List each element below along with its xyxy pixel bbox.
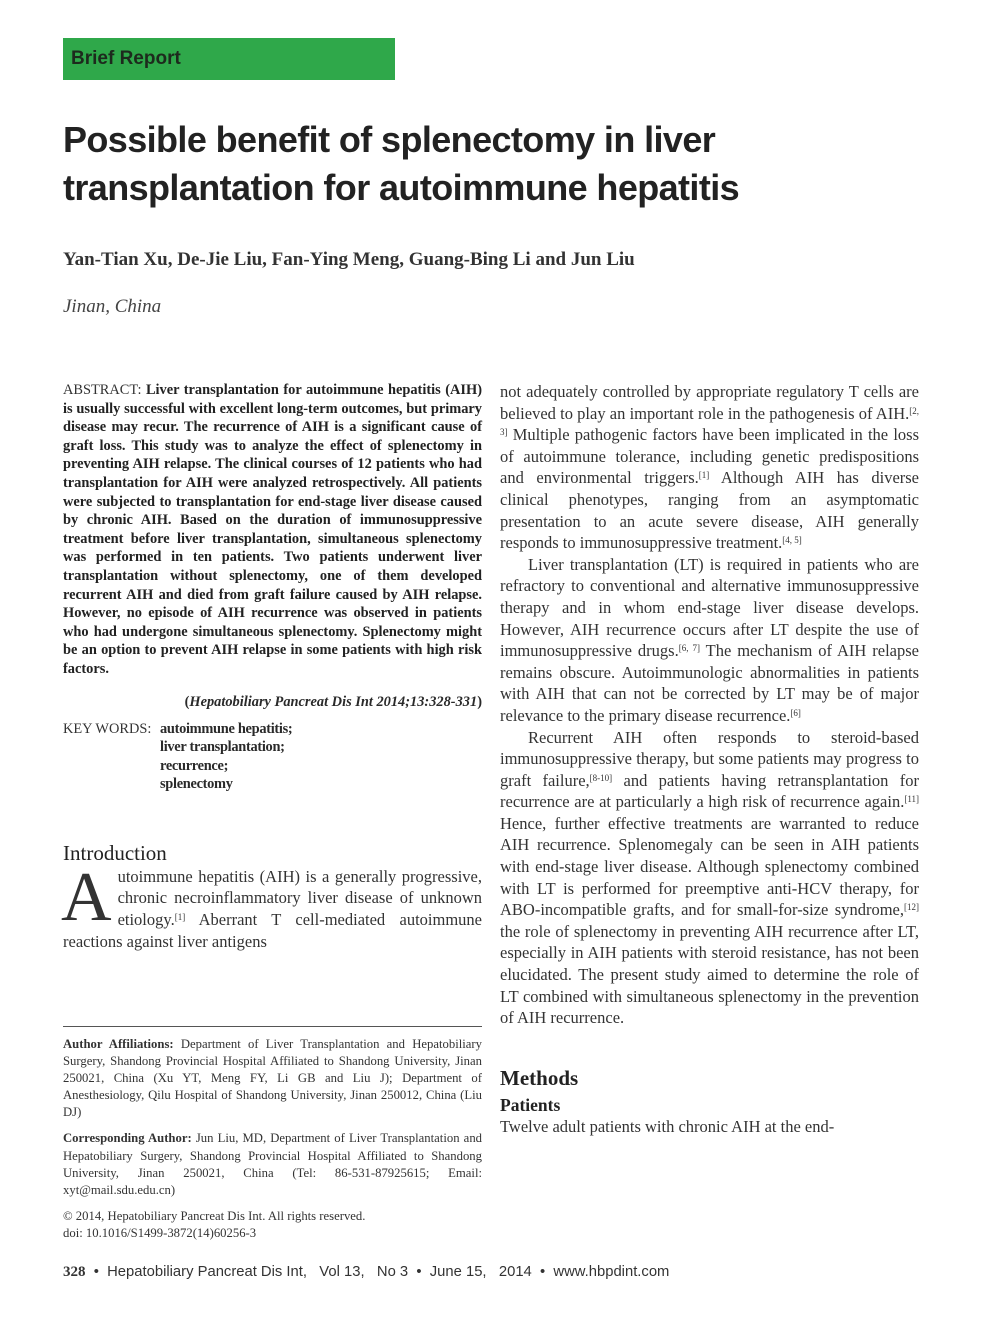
article-title: Possible benefit of splenectomy in liver transplantation for autoimmune hepatitis	[63, 119, 740, 208]
introduction-paragraph	[61, 858, 482, 952]
copyright: © 2014, Hepatobiliary Pancreat Dis Int. All rights reserved.	[63, 1208, 366, 1223]
corresponding-text: Jun Liu, MD, Department of Liver Transplantation and Hepatobiliary Surgery, Shandong Provincial Hospital Affiliated to Shandong University, Jinan 250021, China (Tel: 86-531-87925615; Email: xyt@mail.sdu.edu.cn)	[63, 1131, 483, 1197]
methods-heading: Methods	[500, 1065, 579, 1090]
reference-marker: [2, 3]	[500, 405, 919, 438]
citation-close: )	[477, 693, 482, 710]
citation-text: Hepatobiliary Pancreat Dis Int 2014;13:328-331	[189, 693, 478, 710]
keyword-item: recurrence;	[160, 757, 229, 774]
keywords-list	[160, 720, 292, 794]
introduction-heading: Introduction	[63, 840, 167, 865]
page-number: 328	[63, 1264, 86, 1280]
footnote-divider	[63, 1026, 482, 1027]
text-run: Liver transplantation (LT) is required in patients who are refractory to conventional and alternative immunosuppressive therapy and in whom end-stage liver disease develops. However, AIH recurrence occurs after LT despite the use of immunosuppressive drugs.	[500, 554, 919, 661]
text-run: and patients having retransplantation for recurrence are at particularly a high risk of recurrence again.	[500, 770, 920, 812]
author-location: Jinan, China	[63, 296, 162, 317]
reference-marker: [1]	[698, 470, 710, 481]
drop-cap: A	[61, 858, 112, 936]
paragraph	[500, 727, 919, 1029]
reference-marker: [1]	[174, 912, 186, 923]
keywords	[63, 720, 482, 794]
text-run: the role of splenectomy in preventing AIH recurrence after LT, especially in AIH patients with steroid resistance, has not been elucidated. The present study aimed to determine the role of LT combined with simultaneous splenectomy in the prevention of AIH recurrence.	[500, 921, 919, 1028]
author-affiliations	[63, 1036, 482, 1121]
citation	[63, 693, 482, 711]
section-badge: Brief Report	[63, 38, 395, 80]
keyword-item: autoimmune hepatitis;	[160, 720, 293, 737]
paragraph: Twelve adult patients with chronic AIH at the end-	[500, 1116, 835, 1136]
paragraph	[500, 381, 919, 554]
keyword-item: splenectomy	[160, 776, 233, 793]
left-column	[63, 381, 482, 952]
reference-marker: [4, 5]	[782, 535, 802, 546]
reference-marker: [12]	[904, 902, 919, 913]
affiliations	[63, 1036, 482, 1242]
reference-marker: [8-10]	[589, 772, 613, 783]
author-list: Yan-Tian Xu, De-Jie Liu, Fan-Ying Meng, Guang-Bing Li and Jun Liu	[63, 249, 635, 270]
intro-text-a: utoimmune hepatitis (AIH) is a generally progressive, chronic necroinflammatory liver disease of unknown etiology.	[117, 866, 482, 930]
reference-marker: [6]	[790, 707, 801, 718]
affiliations-text: Department of Liver Transplantation and Hepatobiliary Surgery, Shandong Provincial Hospital Affiliated to Shandong University, Jinan 250021, China (Xu YT, Meng FY, Li GB and Liu J); Department of Anesthesiology, Qilu Hospital of Shandong University, Jinan 250012, China (Liu DJ)	[63, 1037, 482, 1120]
text-run: Hence, further effective treatments are warranted to reduce AIH recurrence. Splenomegaly can be seen in AIH patients with end-stage liver disease. Although splenectomy combined with LT is performed for preemptive anti-HCV therapy, for ABO-incompatible grafts, and for small-for-size syndrome,	[500, 813, 919, 920]
journal-info: • Hepatobiliary Pancreat Dis Int, Vol 13, No 3 • June 15, 2014 • www.hbpdint.com	[85, 1264, 670, 1280]
affiliations-label: Author Affiliations:	[63, 1037, 174, 1051]
right-column	[500, 381, 919, 1137]
abstract-text: Liver transplantation for autoimmune hepatitis (AIH) is usually successful with excellent long-term outcomes, but primary disease may recur. The recurrence of AIH is a significant cause of graft loss. This study was to analyze the effect of splenectomy in preventing AIH relapse. The clinical courses of 12 patients who had transplantation for AIH were analyzed retrospectively. All patients were subjected to transplantation for end-stage liver disease caused by chronic AIH. Based on the duration of immunosuppressive treatment before liver transplantation, simultaneous splenectomy was performed in ten patients. Two patients underwent liver transplantation without splenectomy, one of them developed recurrent AIH and died from graft failure caused by AIH relapse. However, no episode of AIH recurrence was observed in patients who had undergone simultaneous splenectomy. Splenectomy might be an option to prevent AIH relapse in some patients with high risk factors.	[63, 382, 482, 677]
text-run: The mechanism of AIH relapse remains obscure. Autoimmunologic abnormalities in patients with AIH that can not be corrected by LT may be of major relevance to the primary disease recurrence.	[500, 641, 919, 725]
reference-marker: [11]	[904, 794, 919, 805]
citation-open: (	[184, 693, 190, 710]
corresponding-author	[63, 1130, 482, 1198]
paragraph	[500, 554, 919, 727]
reference-marker: [6, 7]	[678, 643, 700, 654]
abstract-label: ABSTRACT:	[63, 382, 142, 398]
text-run: not adequately controlled by appropriate regulatory T cells are believed to play an important role in the pathogenesis of AIH.	[500, 382, 919, 423]
text-run: Recurrent AIH often responds to steroid-based immunosuppressive therapy, but some patients may progress to graft failure,	[500, 727, 919, 790]
corresponding-label: Corresponding Author:	[63, 1131, 192, 1146]
abstract	[63, 381, 482, 679]
page-footer	[63, 1264, 669, 1281]
text-run: Multiple pathogenic factors have been implicated in the loss of autoimmune tolerance, including genetic predispositions and environmental triggers.	[500, 425, 919, 488]
doi: doi: 10.1016/S1499-3872(14)60256-3	[63, 1225, 257, 1240]
intro-text-b: Aberrant T cell-mediated autoimmune reactions against liver antigens	[63, 910, 482, 951]
keywords-label: KEY WORDS:	[63, 720, 152, 737]
text-run: Although AIH has diverse clinical phenotypes, ranging from an asymptomatic presentation to an acute severe disease, AIH generally responds to immunosuppressive treatment.	[500, 468, 920, 553]
keyword-item: liver transplantation;	[160, 739, 285, 756]
patients-subheading: Patients	[500, 1094, 561, 1115]
